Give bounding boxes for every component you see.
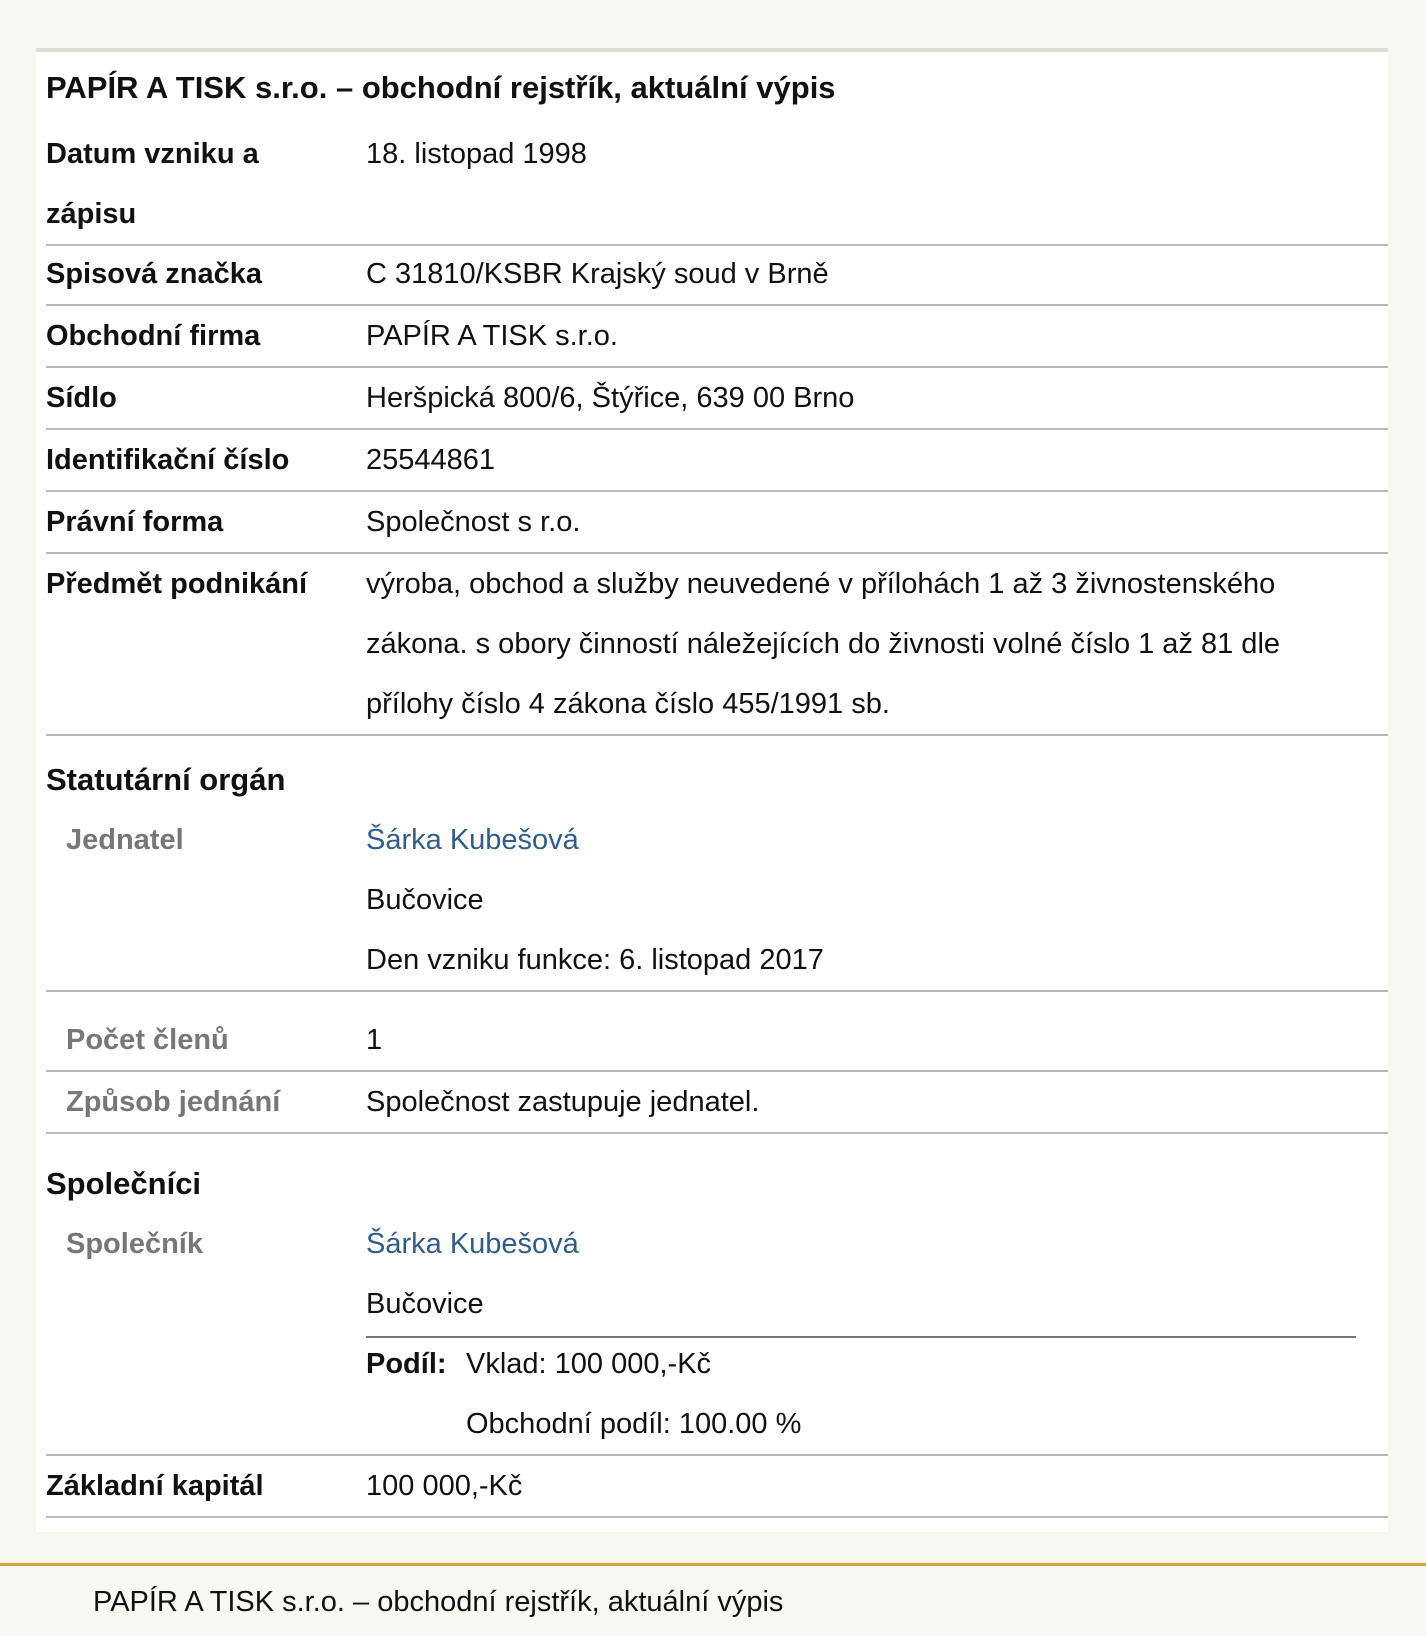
row-value: 1 (366, 1024, 383, 1056)
row-identifikacni-cislo (46, 430, 1388, 492)
row-zakladni-kapital (46, 1456, 1388, 1518)
section-heading-statutarni: Statutární orgán (46, 762, 286, 797)
value-line: přílohy číslo 4 zákona číslo 455/1991 sb. (366, 688, 890, 720)
row-label (46, 124, 346, 244)
row-label: Právní forma (46, 506, 224, 538)
share-percent: Obchodní podíl: 100.00 % (466, 1408, 802, 1440)
row-value: Společnost s r.o. (366, 506, 581, 538)
row-label: Způsob jednání (66, 1086, 281, 1118)
row-value: 18. listopad 1998 (366, 138, 587, 170)
row-sidlo (46, 368, 1388, 430)
row-datum-vzniku (46, 124, 1388, 246)
row-pravni-forma (46, 492, 1388, 554)
row-value (366, 554, 1366, 734)
row-label: Sídlo (46, 382, 117, 414)
row-value: C 31810/KSBR Krajský soud v Brně (366, 258, 829, 290)
row-value: 100 000,-Kč (366, 1470, 523, 1502)
row-label: Obchodní firma (46, 320, 261, 352)
row-value (366, 810, 1366, 990)
label-line-1: Datum vzniku a (46, 138, 259, 170)
value-line: zákona. s obory činností náležejících do živnosti volné číslo 1 až 81 dle (366, 628, 1281, 660)
person-link[interactable]: Šárka Kubešová (366, 1228, 579, 1260)
row-value: Společnost zastupuje jednatel. (366, 1086, 760, 1118)
share-label: Podíl: (366, 1348, 447, 1380)
function-since: Den vzniku funkce: 6. listopad 2017 (366, 944, 824, 976)
row-value: 25544861 (366, 444, 496, 476)
row-label: Základní kapitál (46, 1470, 264, 1502)
row-obchodni-firma (46, 306, 1388, 368)
row-label: Společník (66, 1228, 203, 1260)
value-line: výroba, obchod a služby neuvedené v přílohách 1 až 3 živnostenského (366, 568, 1276, 600)
row-value (366, 1214, 1366, 1334)
label-line-2: zápisu (46, 198, 137, 230)
page-title: PAPÍR A TISK s.r.o. – obchodní rejstřík, aktuální výpis (46, 70, 836, 105)
row-value: PAPÍR A TISK s.r.o. (366, 320, 618, 352)
row-jednatel (46, 810, 1388, 992)
row-predmet-podnikani (46, 554, 1388, 736)
section-heading-spolecnici: Společníci (46, 1166, 202, 1201)
row-value: Heršpická 800/6, Štýřice, 639 00 Brno (366, 382, 855, 414)
person-link[interactable]: Šárka Kubešová (366, 824, 579, 856)
row-zpusob-jednani (46, 1072, 1388, 1134)
footer-title: PAPÍR A TISK s.r.o. – obchodní rejstřík, aktuální výpis (93, 1586, 784, 1618)
row-spolecnik (46, 1214, 1388, 1456)
row-pocet-clenu (46, 1010, 1388, 1072)
row-spisova-znacka (46, 244, 1388, 306)
person-city: Bučovice (366, 1288, 484, 1320)
row-label: Spisová značka (46, 258, 262, 290)
person-city: Bučovice (366, 884, 484, 916)
row-label: Počet členů (66, 1024, 229, 1056)
row-label: Předmět podnikání (46, 568, 308, 600)
share-deposit: Vklad: 100 000,-Kč (466, 1348, 712, 1380)
footer-divider (0, 1563, 1426, 1566)
register-extract-panel (36, 48, 1388, 1532)
row-label: Identifikační číslo (46, 444, 290, 476)
row-label: Jednatel (66, 824, 184, 856)
